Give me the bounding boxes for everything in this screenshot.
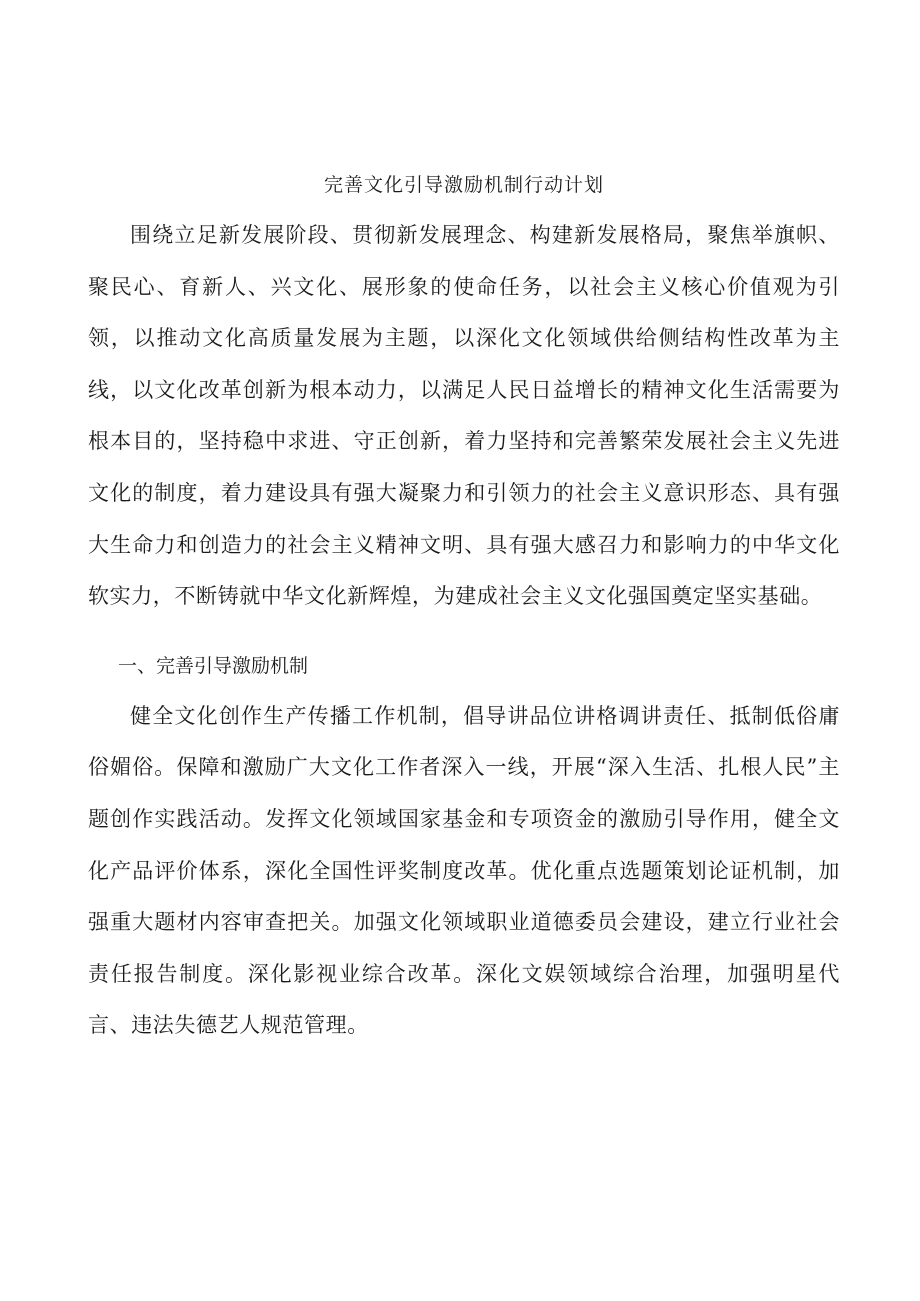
section-heading: 一、完善引导激励机制 <box>118 654 309 677</box>
intro-paragraph: 围绕立足新发展阶段、贯彻新发展理念、构建新发展格局，聚焦举旗帜、聚民心、育新人、兴文化、展形象的使命任务，以社会主义核心价值观为引领，以推动文化高质量发展为主题，以深化文化领域供给侧结构性改革为主线，以文化改革创新为根本动力，以满足人民日益增长的精神文化生活需要为根本目的，坚持稳中求进、守正创新，着力坚持和完善繁荣发展社会主义先进文化的制度，着力建设具有强大凝聚力和引领力的社会主义意识形态、具有强大生命力和创造力的社会主义精神文明、具有强大感召力和影响力的中华文化软实力，不断铸就中华文化新辉煌，为建成社会主义文化强国奠定坚实基础。 <box>88 223 840 609</box>
document-page <box>88 170 840 1052</box>
section-paragraph: 健全文化创作生产传播工作机制，倡导讲品位讲格调讲责任、抵制低俗庸俗媚俗。保障和激励广大文化工作者深入一线，开展“深入生活、扎根人民”主题创作实践活动。发挥文化领域国家基金和专项资金的激励引导作用，健全文化产品评价体系，深化全国性评奖制度改革。优化重点选题策划论证机制，加强重大题材内容审查把关。加强文化领域职业道德委员会建设，建立行业社会责任报告制度。深化影视业综合改革。深化文娱领域综合治理，加强明星代言、违法失德艺人规范管理。 <box>88 703 840 1038</box>
document-title: 完善文化引导激励机制行动计划 <box>323 174 604 196</box>
